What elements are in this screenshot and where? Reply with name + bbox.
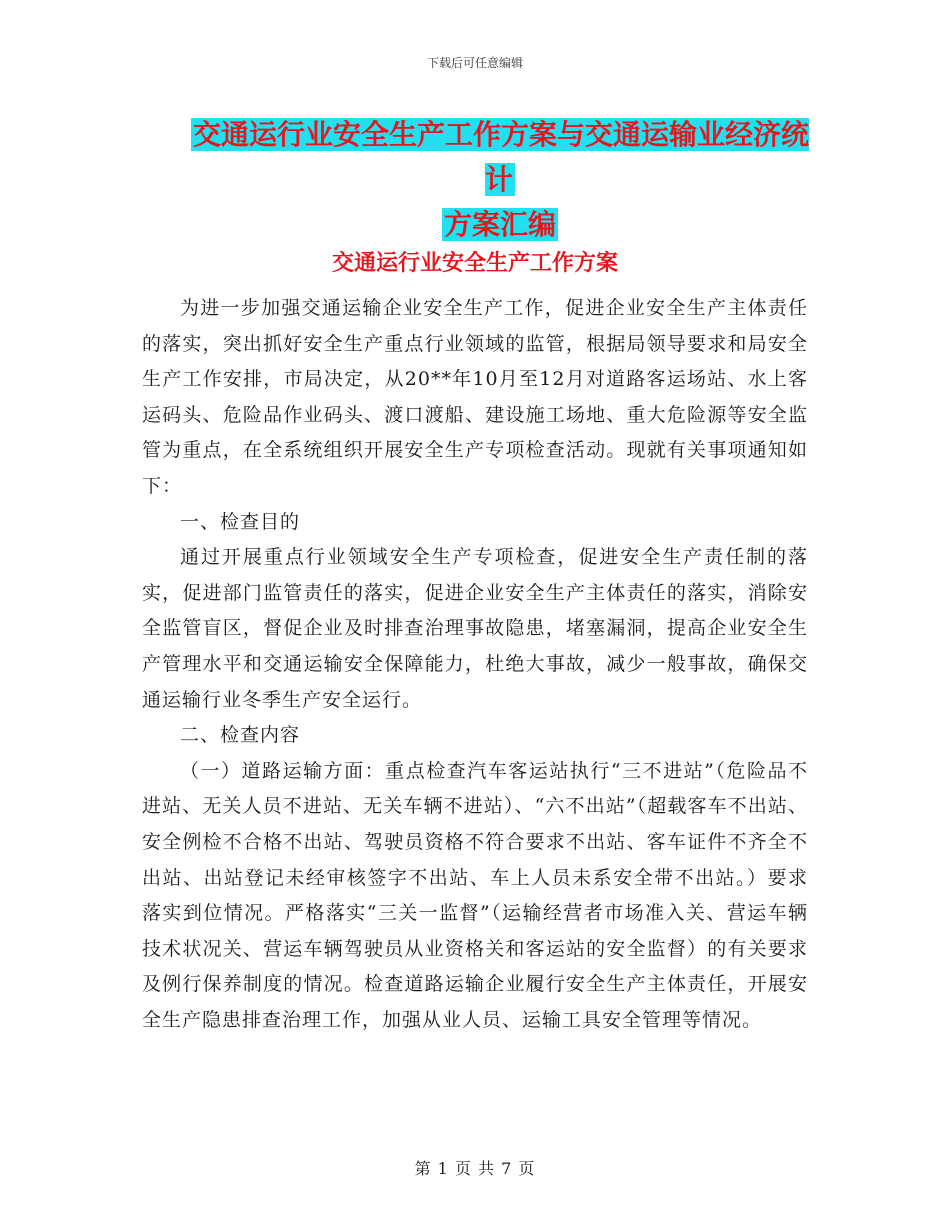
document-title	[190, 112, 810, 247]
title-line-1: 交通运行业安全生产工作方案与交通运输业经济统计	[192, 118, 809, 196]
section-title: 交通运行业安全生产工作方案	[331, 251, 618, 276]
paragraph-purpose: 通过开展重点行业领域安全生产专项检查，促进安全生产责任制的落实，促进部门监管责任的落实，促进企业安全生产主体责任的落实，消除安全监管盲区，督促企业及时排查治理事故隐患，堵塞漏洞，提高企业安全生产管理水平和交通运输安全保障能力，杜绝大事故，减少一般事故，确保交通运输行业冬季生产安全运行。	[142, 546, 808, 711]
heading-purpose: 一、检查目的	[180, 510, 301, 533]
heading-content: 二、检查内容	[180, 724, 301, 747]
header-note: 下载后可任意编辑	[426, 56, 523, 70]
page-footer: 第 1 页 共 7 页	[414, 1159, 536, 1178]
paragraph-intro: 为进一步加强交通运输企业安全生产工作，促进企业安全生产主体责任的落实，突出抓好安全生产重点行业领域的监管，根据局领导要求和局安全生产工作安排，市局决定，从20**年10月至12月对道路客运场站、水上客运码头、危险品作业码头、渡口渡船、建设施工场地、重大危险源等安全监管为重点，在全系统组织开展安全生产专项检查活动。现就有关事项通知如下：	[142, 297, 808, 497]
document-body	[142, 291, 808, 1038]
paragraph-road-transport: （一）道路运输方面：重点检查汽车客运站执行“三不进站”（危险品不进站、无关人员不进站、无关车辆不进站）、“六不出站”（超载客车不出站、安全例检不合格不出站、驾驶员资格不符合要求不出站、客车证件不齐全不出站、出站登记未经审核签字不出站、车上人员未系安全带不出站。）要求落实到位情况。严格落实“三关一监督”（运输经营者市场准入关、营运车辆技术状况关、营运车辆驾驶员从业资格关和客运站的安全监督）的有关要求及例行保养制度的情况。检查道路运输企业履行安全生产主体责任，开展安全生产隐患排查治理工作，加强从业人员、运输工具安全管理等情况。	[142, 759, 808, 1031]
title-line-2: 方案汇编	[443, 208, 556, 241]
